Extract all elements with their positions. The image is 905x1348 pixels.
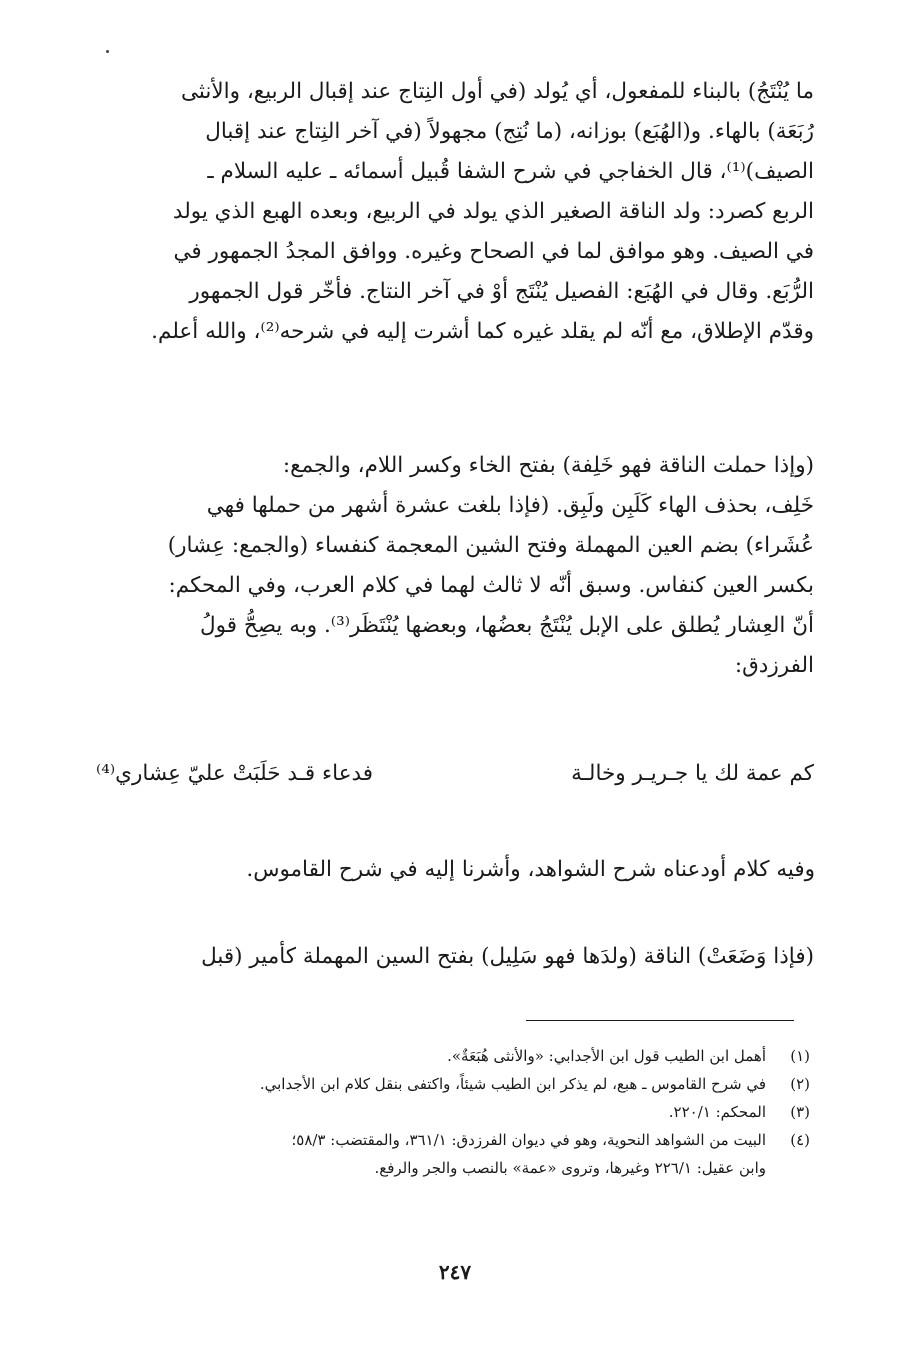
footnote-line: أهمل ابن الطيب قول ابن الأجدابي: «والأنثى هُبَعَةٌ». xyxy=(447,1047,766,1065)
footnote-line: المحكم: ٢٢٠/١. xyxy=(668,1103,766,1121)
footnote-line: وابن عقيل: ٢٢٦/١ وغيرها، وتروى «عمة» بالنصب والجر والرفع. xyxy=(374,1159,766,1177)
footnote-number: (٤) xyxy=(790,1131,810,1149)
text-line: الفرزدق: xyxy=(734,653,814,678)
text-line: وقدّم الإطلاق، مع أنّه لم يقلد غيره كما أشرت إليه في شرحه⁽²⁾، والله أعلم. xyxy=(151,319,814,344)
footnote-3 xyxy=(110,1098,810,1126)
text-line: عُشَراء) بضم العين المهملة وفتح الشين المعجمة كنفساء (والجمع: عِشار) xyxy=(167,533,814,558)
text-line: الصيف)⁽¹⁾، قال الخفاجي في شرح الشفا قُبيل أسمائه ـ عليه السلام ـ xyxy=(207,159,814,184)
footnote-number: (١) xyxy=(790,1047,810,1065)
footnote-number: (٣) xyxy=(790,1103,810,1121)
verse-first-hemistich: كم عمة لك يا جـريـر وخالـة xyxy=(571,761,814,786)
text-line: ما يُنْتَجُ) بالبناء للمفعول، أي يُولد (في أول النِتاج عند إقبال الربيع، والأنثى xyxy=(180,79,814,104)
footnote-text xyxy=(110,1070,766,1098)
text-line: في الصيف. وهو موافق لما في الصحاح وغيره. ووافق المجدُ الجمهور في xyxy=(173,239,814,264)
footnote-4 xyxy=(110,1126,810,1182)
text-line: الرُّبَع. وقال في الهُبَع: الفصيل يُنْتَج أوْ في آخر النتاج. فأخّر قول الجمهور xyxy=(189,279,814,304)
text-line: الربع كصرد: ولد الناقة الصغير الذي يولد في الربيع، وبعده الهبع الذي يولد xyxy=(172,199,814,224)
footnote-1 xyxy=(110,1042,810,1070)
paragraph-3: وفيه كلام أودعناه شرح الشواهد، وأشرنا إليه في شرح القاموس. xyxy=(246,857,815,882)
footnote-line: البيت من الشواهد النحوية، وهو في ديوان الفرزدق: ٣٦١/١، والمقتضب: ٥٨/٣؛ xyxy=(291,1131,766,1149)
verse-second-hemistich: فدعاء قـد حَلَبَتْ عليّ عِشاري⁽⁴⁾ xyxy=(96,761,374,786)
footnote-number: (٢) xyxy=(790,1075,810,1093)
text-line: رُبَعَة) بالهاء. و(الهُبَع) بوزانه، (ما نُتِج) مجهولاً (في آخر النِتاج عند إقبال xyxy=(205,119,814,144)
scan-speck xyxy=(106,50,109,53)
text-line: بكسر العين كنفاس. وسبق أنّه لا ثالث لهما في كلام العرب، وفي المحكم: xyxy=(168,573,814,598)
poetry-verse xyxy=(96,752,814,796)
page-number: ٢٤٧ xyxy=(438,1260,472,1284)
footnote-separator xyxy=(526,1020,794,1021)
footnotes xyxy=(110,1042,810,1182)
footnote-text xyxy=(110,1098,766,1126)
footnote-2 xyxy=(110,1070,810,1098)
text-line: خَلِف، بحذف الهاء كَلَبِن ولَبِق. (فإذا بلغت عشرة أشهر من حملها فهي xyxy=(206,493,814,518)
text-line: أنّ العِشار يُطلق على الإبل يُنْتَجُ بعضُها، وبعضها يُنْتَظَر⁽³⁾. وبه يصِحُّ قولُ xyxy=(200,613,814,638)
paragraph-4: (فإذا وَضَعَتْ) الناقة (ولدَها فهو سَلِيل) بفتح السين المهملة كأمير (قبل xyxy=(201,944,814,969)
footnote-line: في شرح القاموس ـ هبع، لم يذكر ابن الطيب شيئاً، واكتفى بنقل كلام ابن الأجدابي. xyxy=(259,1075,766,1093)
paragraph-2 xyxy=(96,446,814,686)
paragraph-1 xyxy=(96,72,814,352)
footnote-text xyxy=(110,1126,766,1182)
text-line: (وإذا حملت الناقة فهو خَلِفة) بفتح الخاء وكسر اللام، والجمع: xyxy=(282,453,814,478)
footnote-text xyxy=(110,1042,766,1070)
